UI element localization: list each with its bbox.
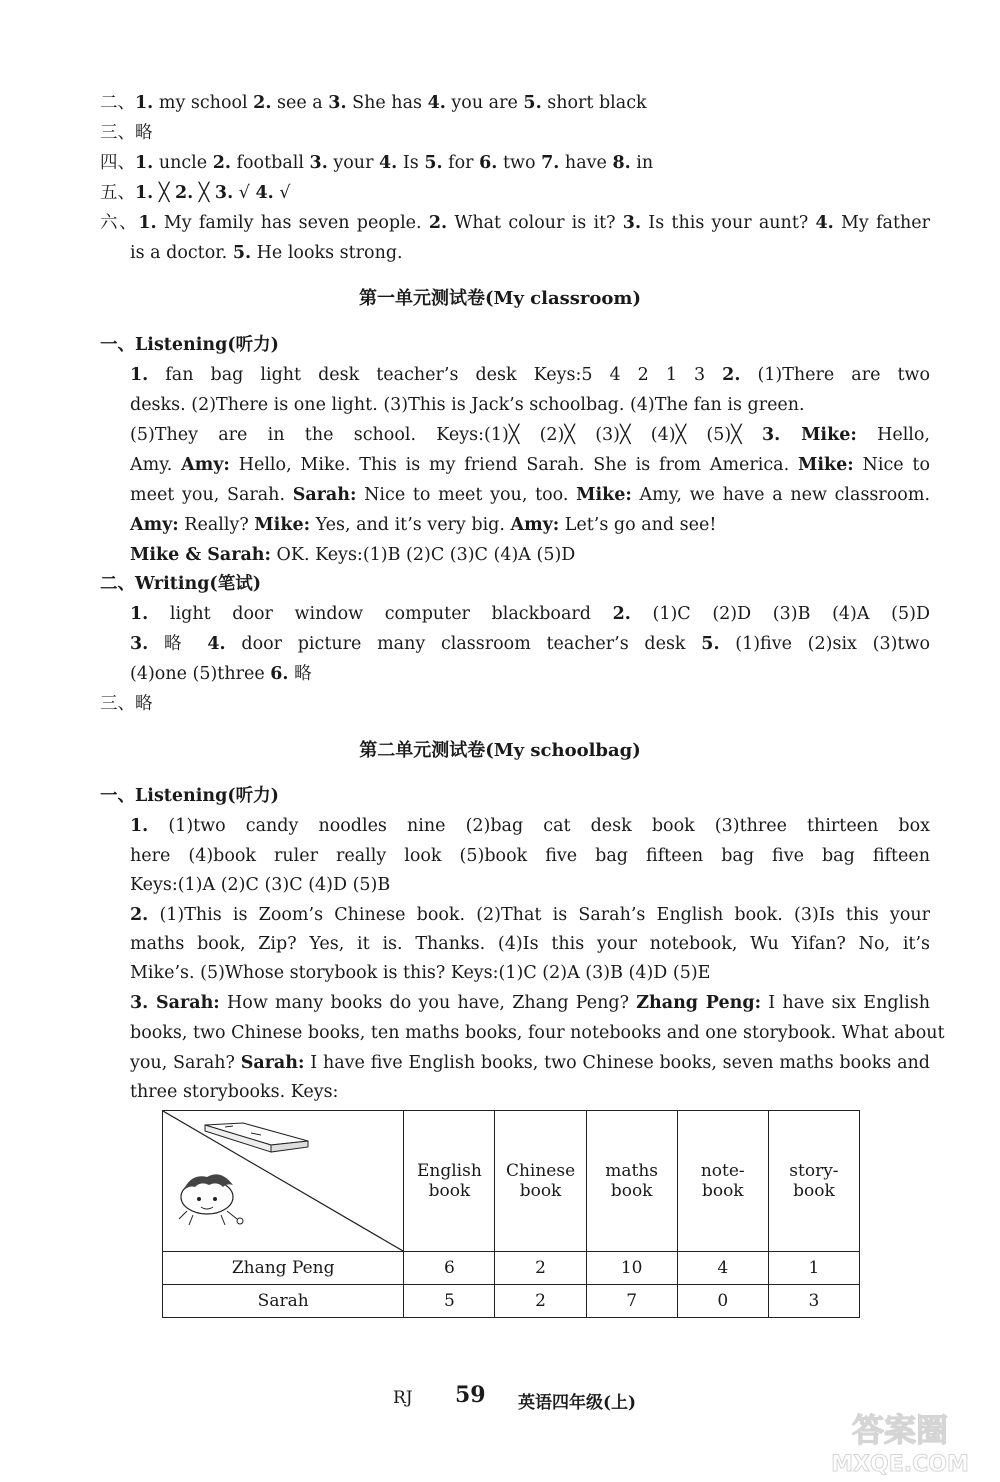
- section-number: 二、: [100, 93, 135, 113]
- book-icon: [205, 1123, 308, 1152]
- column-header-notebook: [677, 1111, 768, 1252]
- item-number: 4.: [207, 634, 226, 654]
- unit-title: 第二单元测试卷(My schoolbag): [359, 740, 641, 761]
- answer-text: Nice to meet you, too.: [356, 485, 577, 505]
- column-header-chinese-book: [495, 1111, 586, 1252]
- column-header-line: book: [610, 1181, 653, 1201]
- answer-text: (4)one (5)three: [130, 664, 271, 684]
- answer-text: My father: [833, 213, 930, 233]
- item-number: 2.: [212, 153, 231, 173]
- item-number: 3.: [328, 93, 347, 113]
- answer-text: I have five English books, two Chinese books, seven maths books and: [304, 1053, 930, 1073]
- item-number: 5.: [701, 634, 720, 654]
- answer-text: OK. Keys:(1)B (2)C (3)C (4)A (5)D: [270, 545, 576, 565]
- table-cell: 4: [677, 1252, 768, 1285]
- answer-text: Yes, and it’s very big.: [310, 515, 511, 535]
- answer-line: books, two Chinese books, ten maths books, four notebooks and one storybook. What about: [130, 1023, 945, 1043]
- column-header-line: book: [793, 1181, 835, 1201]
- speaker-label: Mike:: [780, 425, 857, 445]
- item-number: 2.: [174, 183, 194, 203]
- answer-text: (1)This is Zoom’s Chinese book. (2)That is Sarah’s English book. (3)Is this your: [148, 905, 930, 925]
- answer-text: (1)five (2)six (3)two: [719, 634, 930, 654]
- section-heading: 一、Listening(听力): [100, 335, 279, 355]
- column-header-line: English: [417, 1161, 482, 1181]
- answer-text: see a: [271, 93, 329, 113]
- answer-text: √: [233, 183, 256, 203]
- table-cell: 6: [404, 1252, 495, 1285]
- section-number: 五、: [100, 183, 135, 203]
- answer-line: three storybooks. Keys:: [130, 1082, 339, 1102]
- speaker-label: Mike:: [798, 455, 854, 475]
- item-number: 2.: [722, 365, 741, 385]
- table-cell: 1: [768, 1252, 859, 1285]
- item-number: 4.: [379, 153, 398, 173]
- table-cell: 7: [586, 1285, 677, 1318]
- book-title: 英语四年级(上): [518, 1393, 637, 1413]
- answer-line: desks. (2)There is one light. (3)This is Jack’s schoolbag. (4)The fan is green.: [130, 395, 805, 415]
- item-number: 3.: [214, 183, 234, 203]
- answer-line: [130, 1048, 930, 1078]
- item-number: 3.: [761, 425, 781, 445]
- item-number: 1.: [135, 183, 154, 203]
- item-number: 2.: [612, 604, 631, 624]
- answer-text: 略: [288, 664, 312, 684]
- answer-text: light door window computer blackboard: [148, 604, 613, 624]
- section-number: 四、: [100, 153, 135, 173]
- answer-text: (5)They are in the school. Keys:(1)╳ (2)╳ (3)╳ (4)╳ (5)╳: [130, 425, 762, 445]
- answer-text: in: [630, 153, 654, 173]
- answer-line: [130, 599, 930, 629]
- answer-text: for: [442, 153, 480, 173]
- item-number: 7.: [541, 153, 560, 173]
- speaker-label: Amy:: [130, 515, 179, 535]
- row-name: Zhang Peng: [163, 1252, 404, 1285]
- item-number: 5.: [523, 93, 542, 113]
- answer-text: two: [497, 153, 542, 173]
- item-number: 4.: [427, 93, 446, 113]
- speaker-label: Sarah:: [148, 993, 220, 1013]
- answer-text: Amy.: [130, 455, 182, 475]
- column-header-line: book: [519, 1181, 562, 1201]
- answer-text: door picture many classroom teacher’s desk: [225, 634, 702, 654]
- answer-text: Nice to: [853, 455, 931, 475]
- answer-text: 略: [148, 634, 208, 654]
- section-heading: 一、Listening(听力): [100, 786, 279, 806]
- column-header-line: story-: [789, 1161, 839, 1181]
- answer-line: [130, 629, 930, 659]
- answer-text: He looks strong.: [251, 243, 403, 263]
- answer-text: meet you, Sarah.: [130, 485, 293, 505]
- answer-text: my school: [153, 93, 254, 113]
- item-number: 1.: [135, 153, 154, 173]
- answer-text: How many books do you have, Zhang Peng?: [219, 993, 637, 1013]
- answer-line: [130, 480, 930, 510]
- column-header-line: book: [428, 1181, 471, 1201]
- section-heading: 二、Writing(笔试): [100, 574, 261, 594]
- table-row: [163, 1285, 860, 1318]
- answer-line: maths book, Zip? Yes, it is. Thanks. (4)Is this your notebook, Wu Yifan? No, it’s: [130, 934, 930, 954]
- table-row: [163, 1252, 860, 1285]
- answer-line: Mike’s. (5)Whose storybook is this? Keys:(1)C (2)A (3)B (4)D (5)E: [130, 963, 711, 983]
- column-header-line: maths: [605, 1161, 659, 1181]
- item-number: 6.: [270, 664, 289, 684]
- item-number: 3.: [130, 993, 149, 1013]
- table-cell: 2: [495, 1252, 586, 1285]
- answer-line: [130, 988, 930, 1018]
- item-number: 2.: [130, 905, 149, 925]
- answer-text: I have six English: [761, 993, 930, 1013]
- answer-text: football: [230, 153, 310, 173]
- answer-line: [130, 811, 930, 841]
- answer-text: your: [327, 153, 379, 173]
- speaker-label: Mike & Sarah:: [130, 545, 271, 565]
- answer-text: uncle: [153, 153, 213, 173]
- answer-line: [130, 238, 930, 268]
- column-header-line: note-: [700, 1161, 745, 1181]
- answer-text: My family has seven people.: [156, 213, 429, 233]
- answer-text: (1)C (2)D (3)B (4)A (5)D: [630, 604, 930, 624]
- speaker-label: Amy:: [181, 455, 230, 475]
- answer-line: Keys:(1)A (2)C (3)C (4)D (5)B: [130, 875, 391, 895]
- answer-text: Really?: [178, 515, 255, 535]
- answer-line: [130, 420, 930, 450]
- keys-table: [162, 1110, 860, 1318]
- speaker-label: Mike:: [254, 515, 311, 535]
- table-cell: 5: [404, 1285, 495, 1318]
- speaker-label: Mike:: [576, 485, 632, 505]
- column-header-line: Chinese: [505, 1161, 576, 1181]
- answer-text: Hello, Mike. This is my friend Sarah. She is from America.: [229, 455, 798, 475]
- answer-text: Amy, we have a new classroom.: [631, 485, 931, 505]
- answer-text: ╳: [153, 183, 175, 203]
- answer-line: [100, 208, 930, 238]
- answer-line: [130, 450, 930, 480]
- answer-text: you, Sarah?: [130, 1053, 241, 1073]
- table-header-row: [163, 1111, 860, 1252]
- answer-line: 三、略: [100, 123, 153, 143]
- item-number: 1.: [135, 93, 154, 113]
- table-cell: 0: [677, 1285, 768, 1318]
- column-header-storybook: [768, 1111, 859, 1252]
- answer-text: Hello,: [856, 425, 930, 445]
- speaker-label: Sarah:: [292, 485, 357, 505]
- item-number: 4.: [255, 183, 274, 203]
- item-number: 1.: [130, 365, 149, 385]
- item-number: 3.: [130, 634, 149, 654]
- answer-text: (1)There are two: [740, 365, 931, 385]
- answer-line: here (4)book ruler really look (5)book five bag fifteen bag five bag fifteen: [130, 846, 930, 866]
- diagonal-header-cell: [163, 1111, 404, 1252]
- answer-text: fan bag light desk teacher’s desk Keys:5 4 2 1 3: [148, 365, 723, 385]
- answer-text: have: [559, 153, 613, 173]
- unit-title: 第一单元测试卷(My classroom): [359, 288, 641, 309]
- item-number: 8.: [612, 153, 631, 173]
- section-number: 六、: [100, 213, 139, 233]
- edition-code: RJ: [393, 1388, 413, 1408]
- table-cell: 10: [586, 1252, 677, 1285]
- item-number: 4.: [815, 213, 834, 233]
- answer-line: [100, 178, 930, 208]
- answer-line: [130, 900, 930, 930]
- table-cell: 2: [495, 1285, 586, 1318]
- answer-text: She has: [346, 93, 428, 113]
- answer-text: you are: [445, 93, 524, 113]
- answer-text: is a doctor.: [130, 243, 233, 263]
- answer-line: [100, 148, 930, 178]
- answer-line: [130, 510, 930, 540]
- column-header-maths-book: [586, 1111, 677, 1252]
- answer-line: [130, 540, 930, 570]
- speaker-label: Sarah:: [240, 1053, 305, 1073]
- answer-line: 三、略: [100, 694, 153, 714]
- answer-text: Is this your aunt?: [641, 213, 816, 233]
- svg-text:MXQE.COM: MXQE.COM: [831, 1452, 969, 1477]
- svg-text:答案圈: 答案圈: [851, 1411, 949, 1449]
- column-header-line: book: [701, 1181, 744, 1201]
- answer-line: [130, 659, 930, 689]
- answer-text: ╳: [193, 183, 215, 203]
- row-name: Sarah: [163, 1285, 404, 1318]
- answer-line: [100, 88, 930, 118]
- answer-text: short black: [541, 93, 647, 113]
- item-number: 3.: [622, 213, 642, 233]
- speaker-label: Zhang Peng:: [636, 993, 762, 1013]
- item-number: 5.: [424, 153, 443, 173]
- item-number: 1.: [130, 604, 149, 624]
- page-number: 59: [455, 1382, 486, 1408]
- item-number: 1.: [138, 213, 157, 233]
- item-number: 6.: [479, 153, 498, 173]
- table-cell: 3: [768, 1285, 859, 1318]
- answer-text: Is: [397, 153, 425, 173]
- item-number: 3.: [309, 153, 328, 173]
- book-and-child-illustration: [163, 1111, 403, 1251]
- child-face-icon: [179, 1174, 243, 1225]
- answer-text: √: [273, 183, 291, 203]
- item-number: 5.: [232, 243, 252, 263]
- answer-text: What colour is it?: [447, 213, 623, 233]
- item-number: 2.: [253, 93, 272, 113]
- item-number: 1.: [130, 816, 149, 836]
- speaker-label: Amy:: [510, 515, 560, 535]
- answer-text: Let’s go and see!: [559, 515, 717, 535]
- answer-text: (1)two candy noodles nine (2)bag cat desk book (3)three thirteen box: [148, 816, 930, 836]
- answer-line: [130, 360, 930, 390]
- item-number: 2.: [428, 213, 448, 233]
- watermark-logo: [810, 1405, 990, 1477]
- column-header-english-book: [404, 1111, 495, 1252]
